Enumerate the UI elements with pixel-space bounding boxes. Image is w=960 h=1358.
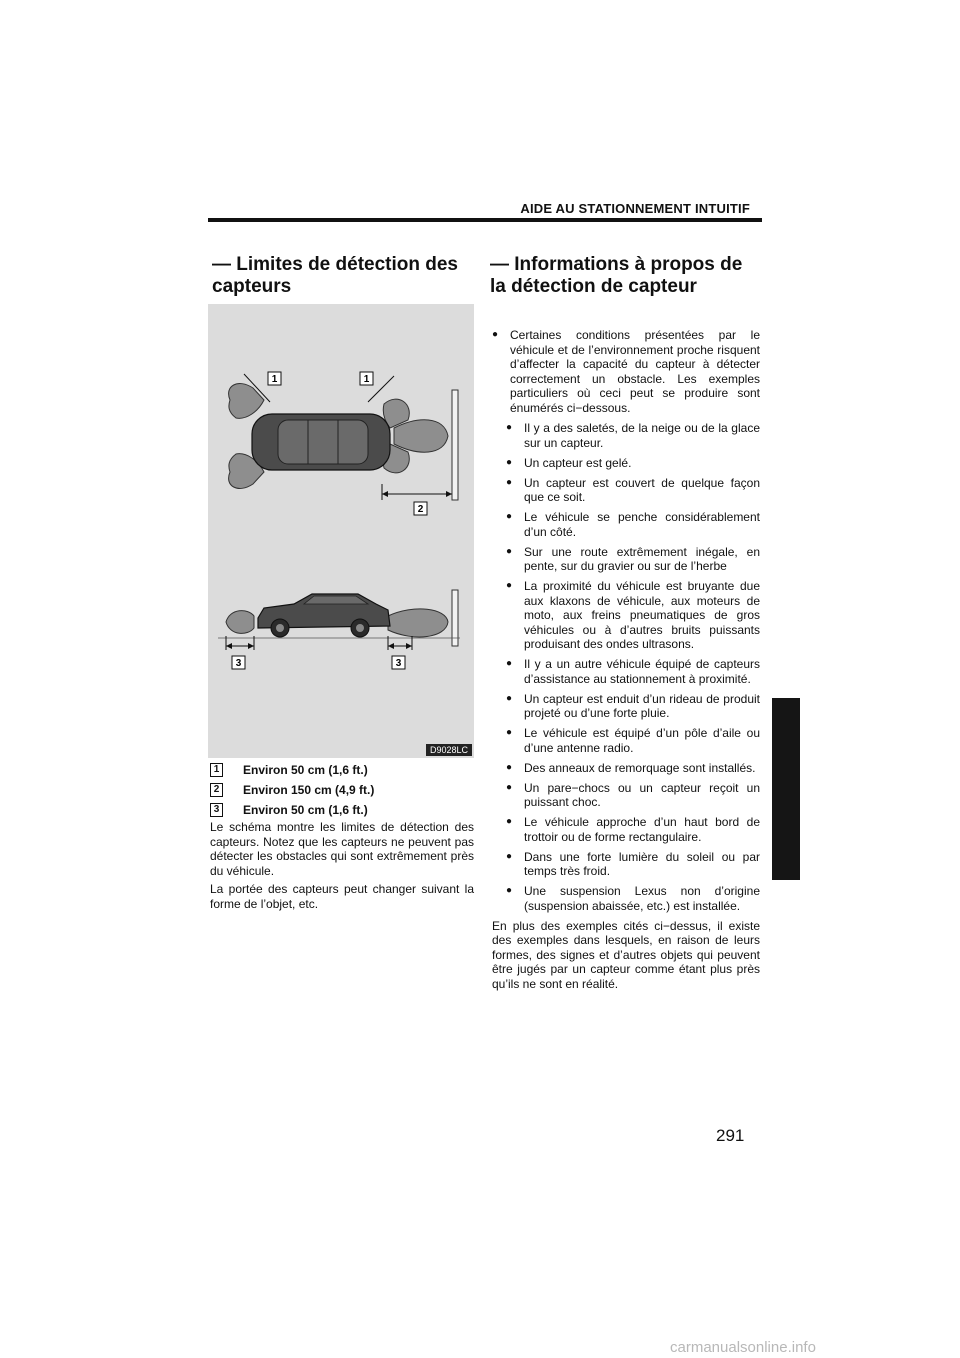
bullet-icon: ●: [506, 781, 513, 793]
paragraph-detection-limits: Le schéma montre les limites de détection des capteurs. Notez que les capteurs ne peuvent pas détecter les obstacles qui sont extrêmement près du véhicule.: [210, 820, 474, 878]
legend-text: Environ 50 cm (1,6 ft.): [243, 763, 368, 777]
list-item: [506, 726, 760, 755]
legend-text: Environ 150 cm (4,9 ft.): [243, 783, 375, 797]
watermark: carmanualsonline.info: [670, 1339, 816, 1356]
intro-item: [492, 328, 760, 415]
list-item: [506, 545, 760, 574]
list-item-text: Le véhicule est équipé d’un pôle d’aile ou d’une antenne radio.: [524, 726, 760, 755]
figure-code: D9028LC: [426, 744, 472, 756]
legend-number: 1: [210, 763, 223, 777]
paragraph-range-note: La portée des capteurs peut changer suivant la forme de l’objet, etc.: [210, 882, 474, 911]
legend-item: [210, 760, 474, 780]
legend-number: 3: [210, 803, 223, 817]
front-left-zone-top: [229, 384, 264, 419]
bullet-icon: ●: [506, 761, 513, 773]
bullet-icon: ●: [506, 885, 513, 896]
closing-paragraph: En plus des exemples cités ci−dessus, il existe des exemples dans lesquels, en raison de leurs formes, des signes et d’autres objets qui peuvent être jugés par un capteur comme étant plus près qu’ils ne sont en réalité.: [492, 918, 760, 991]
list-item: [506, 692, 760, 721]
list-item: [506, 781, 760, 810]
list-item-text: Un pare−chocs ou un capteur reçoit un puissant choc.: [524, 780, 760, 809]
bullet-icon: ●: [506, 850, 513, 862]
list-item: [506, 761, 760, 776]
bullet-icon: ●: [506, 658, 513, 669]
list-item: [506, 476, 760, 505]
list-item-text: Le véhicule approche d’un haut bord de trottoir ou de forme rectangulaire.: [524, 815, 760, 844]
bullet-icon: ●: [506, 545, 513, 557]
list-item-text: Des anneaux de remorquage sont installés.: [524, 760, 756, 775]
bullet-icon: ●: [506, 692, 513, 704]
rear-zone-side: [226, 611, 254, 634]
callout-3-left: 3: [235, 658, 242, 669]
bullet-icon: ●: [506, 456, 513, 468]
callout-1-left: 1: [271, 374, 278, 385]
list-item: [506, 884, 760, 913]
bullet-icon: ●: [506, 580, 513, 591]
running-header: AIDE AU STATIONNEMENT INTUITIF: [520, 201, 750, 216]
chapter-tab: [772, 698, 800, 880]
legend-text: Environ 50 cm (1,6 ft.): [243, 803, 368, 817]
bullet-icon: ●: [506, 511, 513, 522]
wall-top: [452, 390, 458, 500]
bullet-icon: ●: [506, 422, 513, 433]
list-item: [506, 456, 760, 471]
list-item: [506, 579, 760, 652]
list-item-text: Un capteur est couvert de quelque façon que ce soit.: [524, 475, 760, 504]
condition-list: [506, 421, 760, 913]
figure-legend: [210, 760, 474, 820]
list-item-text: Il y a des saletés, de la neige ou de la glace sur un capteur.: [524, 421, 760, 450]
list-item: [506, 815, 760, 844]
list-item-text: Sur une route extrêmement inégale, en pente, sur du gravier ou sur de l’herbe: [524, 544, 760, 573]
list-item-text: Le véhicule se penche considérablement d’un côté.: [524, 510, 760, 539]
list-item-text: Il y a un autre véhicule équipé de capteurs d’assistance au stationnement à proximité.: [524, 657, 760, 686]
legend-number: 2: [210, 783, 223, 797]
header-rule: [208, 218, 762, 222]
bullet-icon: ●: [506, 816, 513, 827]
list-item-text: La proximité du véhicule est bruyante due aux klaxons de véhicule, aux moteurs de moto, aux freins pneumatiques de gros véhicules ou à d’autres bruits puissants produisant des ondes ultrasons.: [524, 579, 760, 651]
list-item-text: Dans une forte lumière du soleil ou par temps très froid.: [524, 849, 760, 878]
front-zone-side: [388, 609, 448, 637]
list-item-text: Un capteur est enduit d’un rideau de produit projeté ou d’une forte pluie.: [524, 691, 760, 720]
list-item-text: Une suspension Lexus non d’origine (suspension abaissée, etc.) est installée.: [524, 884, 760, 913]
right-section-title: — Informations à propos de la détection de capteur: [490, 254, 743, 297]
sensor-info-column: [492, 328, 760, 991]
sensor-range-illustration: [208, 304, 474, 758]
callout-1-right: 1: [363, 374, 370, 385]
page-number: 291: [716, 1126, 745, 1145]
legend-item: [210, 800, 474, 820]
callout-3-right: 3: [395, 658, 402, 669]
wall-side: [452, 590, 458, 646]
callout-2: 2: [417, 504, 424, 515]
left-section-title: — Limites de détection des capteurs: [212, 254, 458, 297]
bullet-icon: ●: [506, 727, 513, 738]
sensor-range-figure: [208, 304, 474, 758]
list-item: [506, 510, 760, 539]
list-item: [506, 850, 760, 879]
bullet-icon: ●: [506, 476, 513, 488]
list-item: [506, 657, 760, 686]
bullet-icon: ●: [492, 329, 499, 340]
list-item: [506, 421, 760, 450]
legend-item: [210, 780, 474, 800]
center-zone-top: [394, 420, 448, 452]
intro-text: Certaines conditions présentées par le véhicule et de l’environnement proche risquent d’affecter la capacité du capteur à détecter correctement un obstacle. Les exemples particuliers où ceci peut se produire sont énumérés ci−dessous.: [510, 328, 760, 415]
list-item-text: Un capteur est gelé.: [524, 455, 632, 470]
